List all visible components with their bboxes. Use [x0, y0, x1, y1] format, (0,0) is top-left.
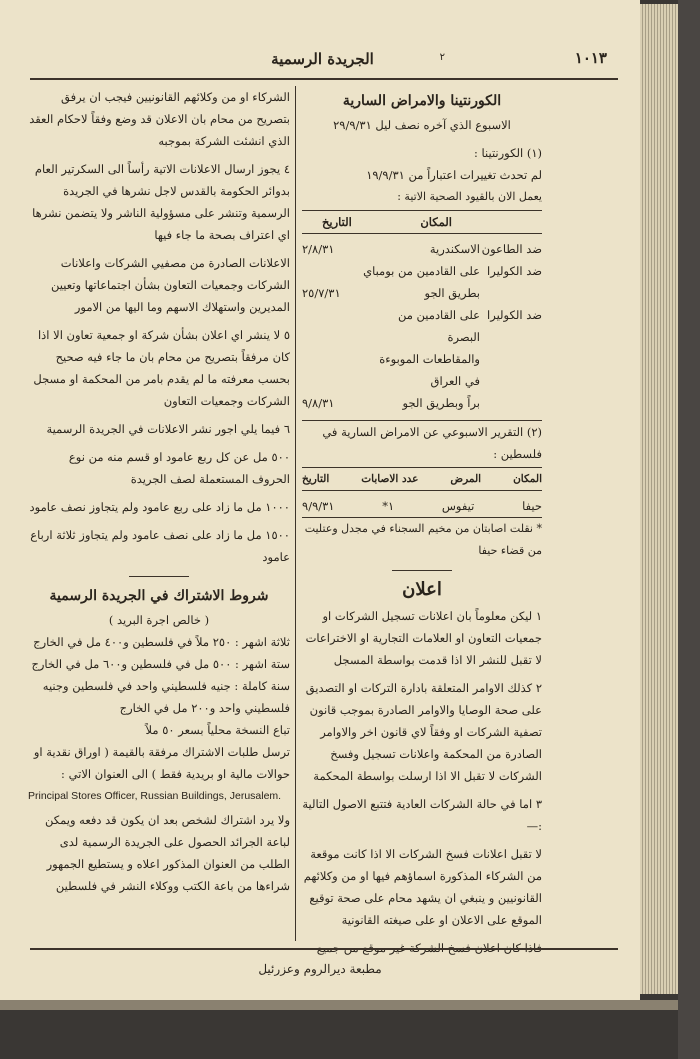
- table1-cell: ضد الطاعون: [481, 242, 542, 256]
- table1-col-place: المكان: [420, 215, 452, 229]
- page-header: [30, 46, 615, 74]
- table1-cell: [302, 304, 362, 348]
- notice-item: ٢ كذلك الاوامر المتعلقة بادارة التركات او التصديق على صحة الوصايا والاوامر الصادرة بموجب قانون تصفية الشركات او وفقاً لاي قانون اخر والاوامر الصادرة من المحكمة واعلانات تسجيل وفسخ الشركات لا تقبل الا اذا ارسلت بواسطة المحكمة: [305, 681, 542, 783]
- table2-col-date: التاريخ: [302, 473, 330, 485]
- table1-cell: ٩/٨/٣١: [302, 396, 335, 410]
- table1-body: [302, 238, 542, 414]
- right-column: [302, 86, 542, 965]
- notice-item: ١ ليكن معلوماً بان اعلانات تسجيل الشركات او جمعيات التعاون او العلامات التجارية او الاختراعات لا تقبل للنشر الا اذا قدمت بواسطة المسجل: [305, 609, 542, 667]
- signature-mark: ٢: [439, 52, 445, 63]
- subscription-line: سنة كاملة : جنيه فلسطيني واحد في فلسطين وجنيه فلسطيني واحد و٢٠٠ مل في الخارج: [42, 679, 290, 715]
- table1-cell: [480, 282, 542, 304]
- table1-cell: ٢/٨/٣١: [302, 242, 335, 256]
- section-separator: [392, 570, 452, 571]
- notice-list: [302, 605, 542, 959]
- table1-row: [302, 304, 542, 348]
- sub1-title: (١) الكورنتينا :: [473, 146, 542, 160]
- gazette-title: الجريدة الرسمية: [271, 50, 374, 68]
- table1-cell: على القادمين من بومباي: [363, 264, 480, 278]
- table1-cell: على القادمين من البصرة: [397, 308, 480, 344]
- table1-row: [302, 348, 542, 392]
- table2-cell: تيفوس: [441, 499, 475, 513]
- subscription-subtitle: ( خالص اجرة البريد ): [108, 613, 210, 627]
- page-number: ١٠١٣: [574, 49, 607, 67]
- sub1-text: لم تحدث تغييرات اعتباراً من ١٩/٩/٣١: [366, 168, 542, 182]
- table1-cell: الاسكندرية: [429, 242, 480, 256]
- table1-col-date: التاريخ: [322, 215, 352, 229]
- fee-list: [28, 446, 290, 568]
- table2-col-place: المكان: [513, 473, 542, 485]
- table2-row: [302, 495, 542, 518]
- subscription-line: ثلاثة اشهر : ٢٥٠ ملاً في فلسطين و٤٠٠ مل في الخارج: [33, 635, 290, 649]
- table1-row: [302, 282, 542, 304]
- footer-rule: [30, 948, 618, 950]
- notice-item: لا تقبل اعلانات فسخ الشركات الا اذا كانت موقعة من الشركاء المذكورة اسماؤهم فيها او من وكلائهم القانونيين و ينبغي ان يشهد محام على صحة توقيع الموقع على الاعلان او على صيغته القانونية: [303, 847, 542, 927]
- subscription-line: ترسل طلبات الاشتراك مرفقة بالقيمة ( اوراق نقدية او حوالات مالية او بريدية فقط ) الى العنوان الاتي :: [33, 745, 290, 781]
- table2-col-cases: عدد الاصابات: [361, 473, 419, 485]
- closing-text: ولا يرد اشتراك لشخص بعد ان يكون قد دفعه ويمكن لباعة الجرائد الحصول على الجريدة الرسمية لدى الطلب من العنوان المذكور اعلاه و يستطيع الجمهور شراءها من باعة الكتب ووكلاء النشر في فلسطين: [44, 813, 290, 893]
- item-4: ٤ يجوز ارسال الاعلانات الاتية رأساً الى السكرتير العام بدوائر الحكومة بالقدس لاجل نشرها في الجريدة الرسمية وتنشر على مسؤولية الناشر ولا يتضمن نشرها اي اعتراف بصحة ما جاء فيها: [32, 162, 290, 242]
- table1-cell: [302, 348, 362, 392]
- item-6: ٦ فيما يلي اجور نشر الاعلانات في الجريدة الرسمية: [46, 422, 290, 436]
- table1-cell: [480, 348, 542, 392]
- column-divider: [295, 86, 296, 941]
- table2-note: * نقلت اصابتان من مخيم السجناء في مجدل وعتليت من قضاء حيفا: [304, 522, 542, 557]
- header-rule: [30, 78, 618, 80]
- table2-cell: حيفا: [522, 499, 542, 513]
- sub1-text2: يعمل الان بالقيود الصحية الاتية :: [397, 190, 542, 203]
- fee-line: ١٥٠٠ مل ما زاد على نصف عامود ولم يتجاوز ثلاثة ارباع عامود: [30, 528, 290, 564]
- table1-header: [302, 210, 542, 234]
- table1-row: [302, 238, 542, 260]
- table1-cell: بطريق الجو: [424, 286, 480, 300]
- subscription-line: ستة اشهر : ٥٠٠ مل في فلسطين و٦٠٠ مل في الخارج: [31, 657, 290, 671]
- table1-cell: ٢٥/٧/٣١: [302, 286, 341, 300]
- table1-cell: [480, 392, 542, 414]
- table1-row: [302, 392, 542, 414]
- table1-cell: والمقاطعات الموبوءة في العراق: [379, 352, 480, 388]
- subscription-line: تباع النسخة محلياً بسعر ٥٠ ملاً: [145, 723, 290, 737]
- item-4b: الاعلانات الصادرة من مصفيي الشركات واعلانات الشركات وجمعيات التعاون بشأن اجتماعاتها وتعيين المديرين واستهلاك الاسهم وما اليها من الامور: [51, 256, 290, 314]
- table2-col-disease: المرض: [450, 473, 482, 485]
- week-line: الاسبوع الذي آخره نصف ليل ٢٩/٩/٣١: [333, 118, 511, 132]
- table2-cell: ٩/٩/٣١: [302, 499, 335, 513]
- subscription-title: شروط الاشتراك في الجريدة الرسمية: [49, 588, 269, 604]
- page-edge-bottom: [0, 1000, 680, 1010]
- fee-line: ٥٠٠ مل عن كل ربع عامود او قسم منه من نوع الحروف المستعملة لصف الجريدة: [68, 450, 290, 486]
- quarantine-title: الكورنتينا والامراض السارية: [342, 93, 502, 109]
- table2-header: [302, 467, 542, 491]
- table1-cell: براً وبطريق الجو: [402, 396, 480, 410]
- continuation-text: الشركاء او من وكلائهم القانونيين فيجب ان يرفق بتصريح من محام بان الاعلان قد وضع وفقاً لاحكام العقد الذي انشئت الشركة بموجبه: [29, 90, 290, 148]
- table2-cell: ١*: [382, 499, 395, 513]
- item-5: ٥ لا ينشر اي اعلان بشأن شركة او جمعية تعاون الا اذا كان مرفقاً بتصريح من محام بان ما جاء فيه صحيح بحسب معرفته ما لم يقدم بامر من المحكمة او مسجل الشركات وجمعيات التعاون: [33, 328, 290, 408]
- table1-cell: ضد الكوليرا: [487, 264, 542, 278]
- fee-line: ١٠٠٠ مل ما زاد على ربع عامود ولم يتجاوز نصف عامود: [29, 500, 290, 514]
- printer-imprint: مطبعة ديرالروم وعزرئيل: [258, 962, 382, 976]
- notice-item: ٣ اما في حالة الشركات العادية فتتبع الاصول التالية :—: [302, 797, 542, 833]
- section-separator: [129, 576, 189, 577]
- subscription-lines: [28, 631, 290, 785]
- book-cover: [678, 0, 700, 1059]
- address-en: Principal Stores Officer, Russian Buildings, Jerusalem.: [28, 790, 282, 802]
- sub2-title: (٢) التقرير الاسبوعي عن الامراض السارية في فلسطين :: [302, 420, 542, 465]
- left-column: [28, 86, 290, 897]
- table1-row: [302, 260, 542, 282]
- table1-cell: [302, 260, 362, 282]
- page-edges: [640, 4, 678, 994]
- notice-title: اعلان: [402, 579, 442, 600]
- table1-cell: ضد الكوليرا: [487, 308, 542, 322]
